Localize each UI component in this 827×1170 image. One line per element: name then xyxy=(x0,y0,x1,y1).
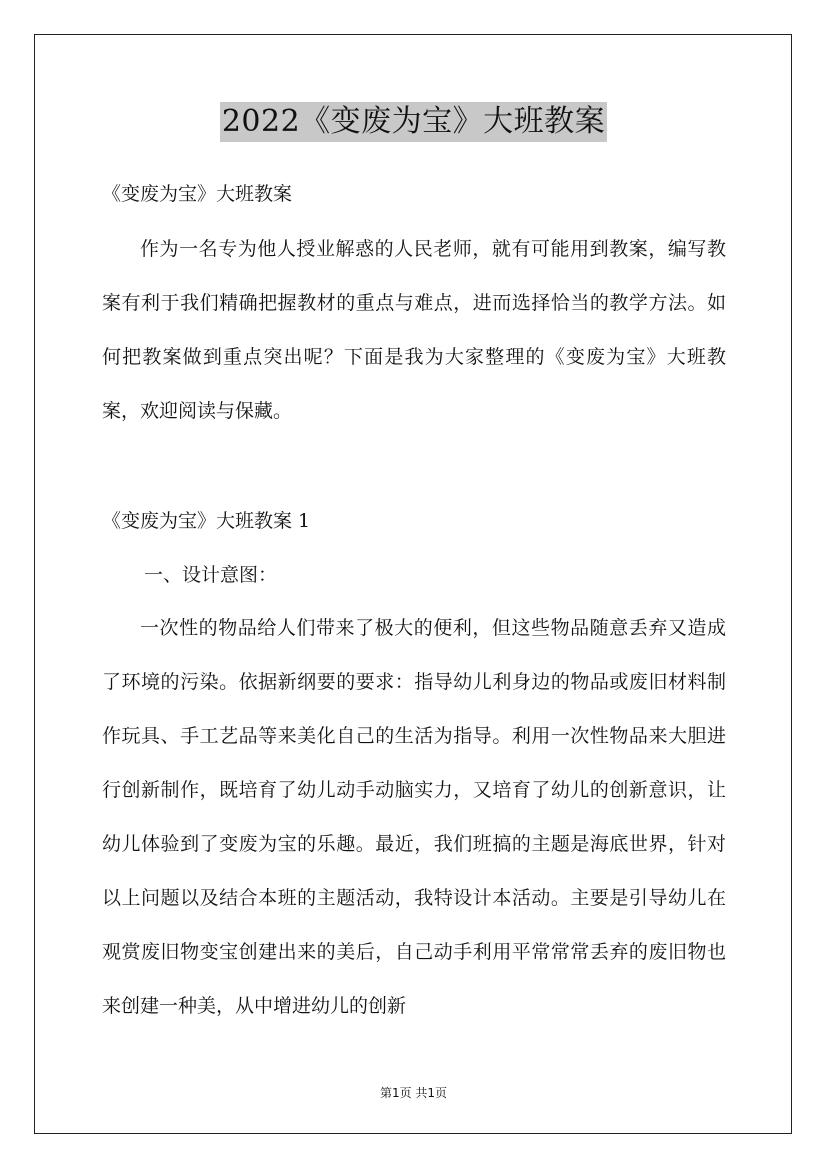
body-paragraph: 一次性的物品给人们带来了极大的便利，但这些物品随意丢弃又造成了环境的污染。依据新纲要的要求：指导幼儿利身边的物品或废旧材料制作玩具、手工艺品等来美化自己的生活为指导。利用一次性物品来大胆进行创新制作，既培育了幼儿动手动脑实力，又培育了幼儿的创新意识，让幼儿体验到了变废为宝的乐趣。最近，我们班搞的主题是海底世界，针对以上问题以及结合本班的主题活动，我特设计本活动。主要是引导幼儿在观赏废旧物变宝创建出来的美后，自己动手利用平常常常丢弃的废旧物也来创建一种美，从中增进幼儿的创新 xyxy=(102,617,726,1017)
title-container xyxy=(0,102,827,142)
subtitle: 《变废为宝》大班教案 xyxy=(102,183,293,205)
intro-paragraph: 作为一名专为他人授业解惑的人民老师，就有可能用到教案，编写教案有利于我们精确把握教材的重点与难点，进而选择恰当的教学方法。如何把教案做到重点突出呢？下面是我为大家整理的《变废为宝》大班教案，欢迎阅读与保藏。 xyxy=(102,238,726,422)
page-footer: 第1页 共1页 xyxy=(379,1086,448,1100)
section-heading: 《变废为宝》大班教案 1 xyxy=(102,510,311,532)
subsection-heading: 一、设计意图： xyxy=(144,564,278,586)
document-title: 2022《变废为宝》大班教案 xyxy=(220,102,607,142)
